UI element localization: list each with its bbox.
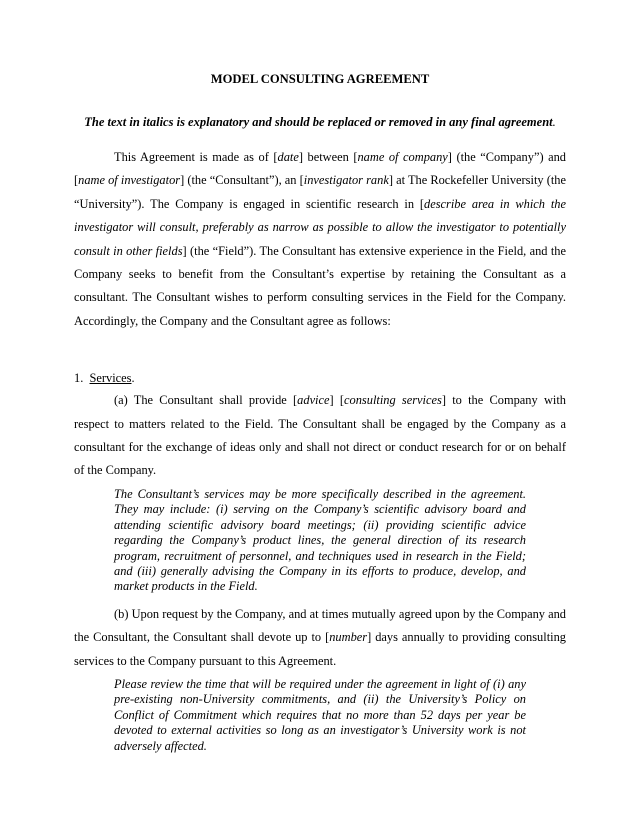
document-title: MODEL CONSULTING AGREEMENT: [210, 72, 430, 86]
preamble-text-1: This Agreement is made as of [: [114, 150, 278, 164]
placeholder-investigator-name: name of investigator: [78, 173, 181, 188]
explanatory-note-text: The text in italics is explanatory and should be replaced or removed in any final agreement: [84, 115, 553, 129]
preamble-text-2: ] between [: [298, 150, 358, 164]
services-paragraph-b: [74, 603, 566, 673]
services-paragraph-a: [74, 389, 566, 483]
section-title-period: .: [131, 371, 135, 386]
preamble-text-5: ] at The Rockefeller University (the “University”). The Company is engaged in scientific research in [: [74, 173, 566, 211]
placeholder-consulting-services: consulting services: [344, 393, 442, 408]
placeholder-company-name: name of company: [357, 150, 448, 164]
placeholder-advice: advice: [297, 393, 330, 408]
preamble-text-6: ] (the “Field”). The Consultant has extensive experience in the Field, and the Company seeks to benefit from the Consultant’s expertise by retaining the Consultant as a consultant. The Consultant wishes to perform consulting services in the Field for the Company. Accordingly, the Company and the Consultant agree as follows:: [74, 243, 566, 328]
services-explanatory-note: The Consultant’s services may be more specifically described in the agreement. They may include: (i) serving on the Company’s scientific advisory board and attending scientific advisory board meetings; (ii) providing scientific advice regarding the Company’s product lines, the general direction of its research program, recruitment of personnel, and techniques used in research in the Field; and (iii) generally advising the Company in its efforts to produce, develop, and market products in the Field.: [114, 486, 526, 594]
para-b-text-1: (b) Upon request by the Company, and at times mutually agreed upon by the Company and the Consultant, the Consultant shall devote up to [: [74, 606, 566, 645]
para-a-text-2: ] [: [329, 393, 345, 408]
placeholder-investigator-rank: investigator rank: [303, 173, 389, 188]
placeholder-field-description: describe area in which the investigator will consult, preferably as narrow as possible to allow the investigator to potentially consult in other fields: [74, 196, 566, 258]
placeholder-number-of-days: number: [329, 630, 368, 645]
para-b-text-2: ] days annually to providing consulting services to the Company pursuant to this Agreement.: [74, 630, 566, 668]
section-number: 1.: [74, 371, 84, 386]
para-a-text-1: (a) The Consultant shall provide [: [114, 393, 298, 408]
explanatory-note-period: .: [552, 115, 556, 129]
preamble-text-4: ] (the “Consultant”), an [: [180, 173, 304, 188]
para-a-text-3: ] to the Company with respect to matters related to the Field. The Consultant shall be engaged by the Company as a consultant for the exchange of ideas only and shall not direct or conduct research for or on behalf of the Company.: [74, 393, 566, 478]
preamble-text-3: ] (the “Company”) and [: [74, 150, 566, 188]
time-commitment-note: Please review the time that will be required under the agreement in light of (i) any pre-existing non-University commitments, and (ii) the University’s Policy on Conflict of Commitment which requires that no more than 52 days per year be devoted to external activities so long as an investigator’s University work is not adversely affected.: [114, 676, 526, 753]
section-1-heading: [74, 367, 566, 389]
section-title: Services: [89, 371, 132, 386]
preamble-paragraph: [74, 146, 566, 333]
placeholder-date: date: [277, 150, 299, 164]
explanatory-note-header: [74, 115, 566, 130]
